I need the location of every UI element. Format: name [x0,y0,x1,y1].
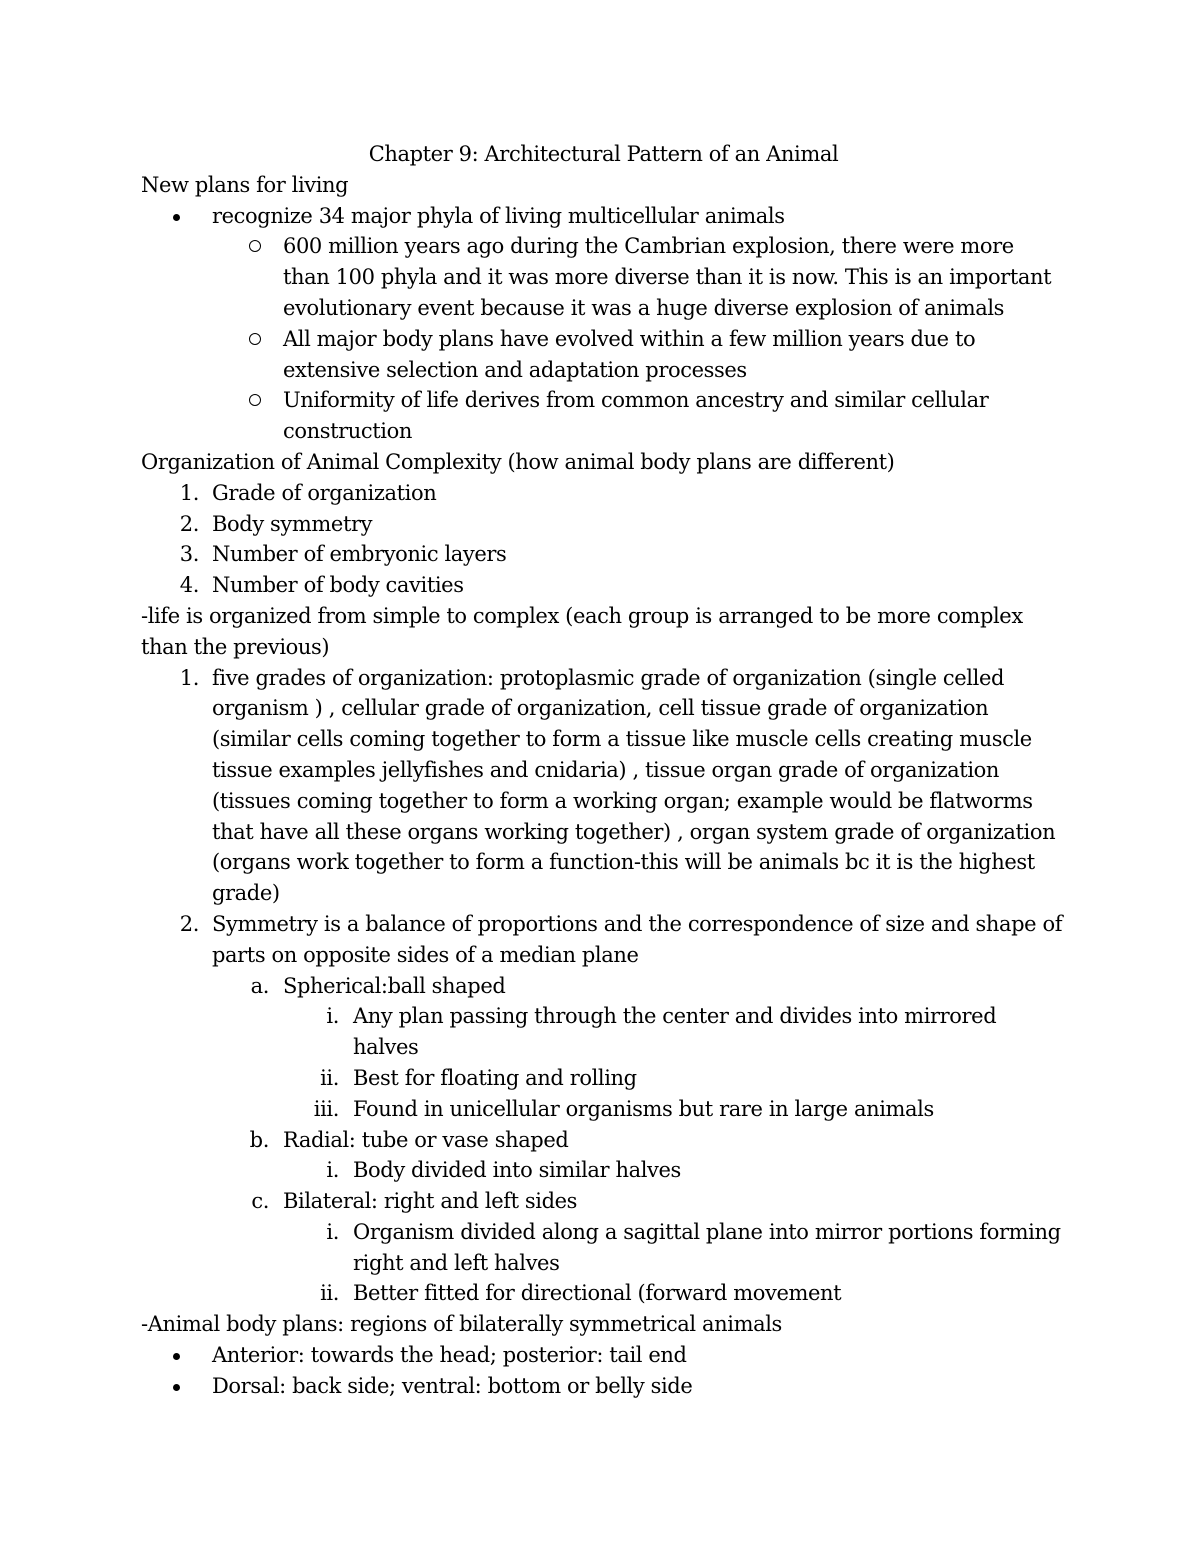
body-plans-intro: -Animal body plans: regions of bilaterally symmetrical animals [141,1312,782,1337]
bullet-dot-icon [173,1384,180,1391]
bullet-item [141,1340,1066,1371]
sub-bullet-item [141,385,1066,447]
list-text: Best for floating and rolling [353,1065,637,1090]
numbered-item [141,570,1066,601]
roman-item [141,1001,1066,1063]
page-title: Chapter 9: Architectural Pattern of an Animal [368,142,839,166]
list-marker: 3. [179,542,199,567]
sub-bullet-item [141,324,1066,386]
sub-bullet-text: Uniformity of life derives from common ancestry and similar cellular construction [283,388,989,444]
sub-bullet-text: 600 million years ago during the Cambrian explosion, there were more than 100 phyla and it was more diverse than it is now. This is an important evolutionary event because it was a huge diverse explosion of animals [283,234,1052,320]
section-heading-new-plans: New plans for living [141,172,349,197]
numbered-item [141,509,1066,540]
sub-bullet-item [141,231,1066,323]
numbered-item [141,663,1066,909]
list-marker: b. [249,1127,269,1152]
roman-item [141,1217,1066,1279]
list-text: Symmetry is a balance of proportions and the correspondence of size and shape of parts on opposite sides of a median plane [212,911,1063,967]
sub-bullet-text: All major body plans have evolved within a few million years due to extensive selection and adaptation processes [283,326,976,382]
lettered-item [141,1186,1066,1217]
bullet-text: Anterior: towards the head; posterior: tail end [212,1343,687,1368]
list-marker: 4. [179,573,199,598]
bullet-dot-icon [173,1353,180,1360]
list-text: Better fitted for directional (forward movement [353,1281,842,1306]
bullet-circle-icon [249,240,261,252]
list-marker: 2. [179,911,199,936]
list-text: Organism divided along a sagittal plane into mirror portions forming right and left halves [353,1219,1061,1275]
list-text: Any plan passing through the center and divides into mirrored halves [353,1004,997,1060]
bullet-text: recognize 34 major phyla of living multicellular animals [212,203,785,228]
list-text: Number of embryonic layers [212,542,507,567]
roman-item [141,1094,1066,1125]
bullet-dot-icon [173,214,180,221]
bullet-text: Dorsal: back side; ventral: bottom or belly side [212,1373,693,1398]
complexity-intro: -life is organized from simple to complex (each group is arranged to be more complex than the previous) [141,603,1023,659]
list-text: Spherical:ball shaped [283,973,506,998]
list-marker: ii. [320,1281,339,1306]
bullet-circle-icon [249,394,261,406]
list-text: five grades of organization: protoplasmic grade of organization (single celled organism ) , cellular grade of organization, cell tissue grade of organization (similar cells coming together to form a tissue like muscle cells creating muscle tissue examples jellyfishes and cnidaria) , tissue organ grade of organization (tissues coming together to form a working organ; example would be flatworms that have all these organs working together) , organ system grade of organization (organs work together to form a function-this will be animals bc it is the highest grade) [212,665,1056,906]
list-marker: 1. [179,480,199,505]
roman-item [141,1278,1066,1309]
list-marker: a. [250,973,269,998]
numbered-item [141,539,1066,570]
list-text: Number of body cavities [212,573,464,598]
list-marker: iii. [313,1096,339,1121]
list-text: Found in unicellular organisms but rare in large animals [353,1096,934,1121]
list-marker: i. [326,1004,339,1029]
roman-item [141,1063,1066,1094]
list-text: Body symmetry [212,511,373,536]
bullet-circle-icon [249,333,261,345]
lettered-item [141,1125,1066,1156]
roman-item [141,1155,1066,1186]
list-text: Grade of organization [212,480,437,505]
bullet-item [141,201,1066,232]
numbered-item [141,478,1066,509]
list-marker: 2. [179,511,199,536]
list-text: Radial: tube or vase shaped [283,1127,569,1152]
lettered-item [141,971,1066,1002]
list-marker: ii. [320,1065,339,1090]
list-marker: i. [326,1219,339,1244]
numbered-item [141,909,1066,971]
section-heading-organization: Organization of Animal Complexity (how animal body plans are different) [141,449,895,474]
list-marker: c. [251,1189,269,1214]
list-marker: i. [326,1158,339,1183]
list-text: Body divided into similar halves [353,1158,681,1183]
document-body [141,139,1066,1402]
bullet-item [141,1371,1066,1402]
list-text: Bilateral: right and left sides [283,1189,578,1214]
list-marker: 1. [179,665,199,690]
